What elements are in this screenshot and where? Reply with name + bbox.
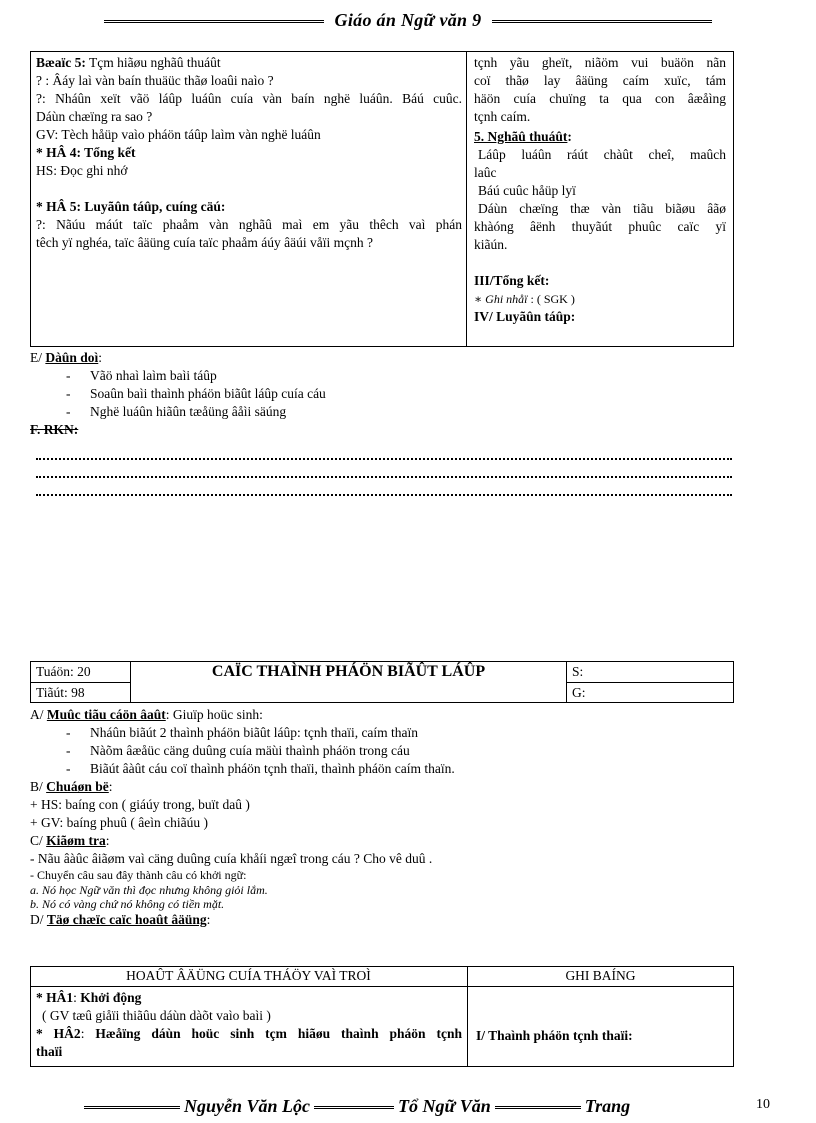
right-line-3: häön cuía chuïng ta qua con âæåìng [474,91,726,106]
check-question-1: - Nãu âàûc âiãøm vaì cäng duûng cuía khåíi ngæî trong cáu ? Cho vê duû . [30,851,433,866]
question-2-cont: Dáùn chæïng ra sao ? [36,109,153,124]
bullet-star-icon: ∗ [474,292,483,306]
tiet-value: 98 [71,685,85,700]
ghi-nho-label: Ghi nhåï [482,292,528,306]
header-title: Giáo án Ngữ văn 9 [334,10,482,30]
section-d-colon: : [206,912,211,927]
footer-rule-2 [314,1106,394,1109]
activity-2-colon: : [80,1026,96,1041]
activity-1-note: ( GV tæû giåïi thiãûu dáùn dàõt vaìo baìi ) [42,1008,271,1023]
right-line-10: khàóng âënh thuyãút phuûc caïc yï [474,219,726,234]
right-line-8: Báú cuûc håüp lyï [478,183,576,198]
section-c-prefix: C/ [30,833,47,848]
activity-col-header: HOAÛT ÂÄÜNG CUÍA THÁÖY VAÌ TROÌ [126,968,371,983]
activity-cell [36,989,462,1061]
section-e [30,349,734,439]
section-e-item: - Vãö nhaì laìm baìi táûp [30,367,734,385]
header-rule-left [104,20,324,23]
tuan-value: 20 [77,664,91,679]
hs-read-note: HS: Đọc ghi nhớ [36,163,128,178]
activity-1-title: Khởi động [80,990,142,1005]
section-e-label: Dàûn doì [45,350,99,365]
objective-item: - Nàõm âæåüc cäng duûng cuía mäùi thaình pháön trong cáu [30,742,734,760]
tuan-cell [36,663,91,681]
check-question-2: - Chuyển câu sau đây thành câu có khởi ngữ: [30,868,247,882]
section-e-item: - Nghë luáûn hiãûn tæåüng âåìi säúng [30,403,734,421]
page-header [0,10,816,31]
prep-hs: + HS: baíng con ( giáúy trong, buït daû ) [30,797,250,812]
tiet-cell [36,684,85,702]
footer-rule-1 [84,1106,180,1109]
right-line-1: tçnh yãu gheït, niãöm vui buäön nãn [474,55,726,70]
right-line-11: kiãún. [474,237,508,252]
footer-author: Nguyễn Văn Lộc [184,1096,310,1116]
question-1: ? : Âáy laì vàn baín thuäüc thãø loaûi naìo ? [36,73,274,88]
question-2: ?: Nháûn xeït vãö láûp luáûn cuía vàn baín nghë luáûn. Báú cuûc. [36,91,462,106]
section-c-colon: : [105,833,110,848]
tuan-label: Tuáön: [36,664,74,679]
footer-page-label: Trang [584,1096,631,1116]
activity-table-header-line [30,986,734,987]
example-b: b. Nó có vàng chứ nó không có tiền mặt. [30,897,225,911]
section-e-item: - Soaûn baìi thaình pháön biãût láûp cuía cáu [30,385,734,403]
activity-5-label: * HÂ 5: Luyãûn táûp, cuíng cäú: [36,199,226,214]
header-rule-right [492,20,712,23]
lesson-body [30,706,734,929]
s-label: S: [572,664,584,679]
example-a: a. Nó học Ngữ văn thì đọc nhưng không giỏi lắm. [30,883,268,897]
right-line-2: coï thãø lay âäüng caím xuïc, tám [474,73,726,88]
activity-1-colon: : [73,990,81,1005]
top-table-divider [466,51,467,347]
gv-note: GV: Tèch håüp vaìo pháön táûp laìm vàn nghë luáûn [36,127,321,142]
lesson-table-hline-left [30,682,130,683]
dotted-line-3 [36,478,732,496]
activity-4-label: * HÂ 4: [36,145,81,160]
right-line-4: tçnh caím. [474,109,531,124]
page-footer [80,1096,800,1117]
section-e-prefix: E/ [30,350,46,365]
g-label: G: [572,685,586,700]
section-d-label: Täø chæïc caïc hoaût âäüng [46,912,207,927]
activity-4-title: Tổng kết [81,145,136,160]
dotted-line-2 [36,460,732,478]
objective-item: - Nháûn biãút 2 thaình pháön biãût láûp: tçnh thaïi, caím thaïn [30,724,734,742]
activity-2-title: Hæåïng dáùn hoüc sinh tçm hiãøu thaình pháön tçnh [95,1026,462,1041]
footer-rule-3 [495,1106,581,1109]
activity-1-label: * HÂ1 [36,990,74,1005]
section-a-rest: : Giuïp hoüc sinh: [165,707,263,722]
section-a-prefix: A/ [30,707,47,722]
section-f-label: F. RKN: [30,422,79,437]
step-5-text: Tçm hiãøu nghãû thuáût [85,55,221,70]
objective-item: - Biãút âàût cáu coï thaình pháön tçnh thaïi, thaình pháön caím thaïn. [30,760,734,778]
top-table-left-cell [36,54,462,252]
lesson-title: CAÏC THAÌNH PHÁÖN BIÃÛT LÁÛP [211,663,486,680]
board-col-header: GHI BAÍNG [565,968,636,983]
footer-group: Tổ Ngữ Văn [398,1096,491,1116]
question-3-cont: têch yï nghéa, taïc âäüng cuía taïc phaåm áúy âäúi våïi mçnh ? [36,235,373,250]
prep-gv: + GV: baíng phuû ( âeìn chiãúu ) [30,815,208,830]
question-3: ?: Nãúu máút taïc phaåm vàn nghãû maì em yãu thêch vaì phán [36,217,462,232]
right-line-9: Dáùn chæïng thæ vàn tiãu biãøu âãø [478,201,726,216]
top-table-right-cell [474,54,726,326]
ghi-nho-ref: : ( SGK ) [527,292,575,306]
step-5-label: Bæaïc 5: [36,55,86,70]
section-b-prefix: B/ [30,779,47,794]
section-e-colon: : [98,350,103,365]
activity-2-title-cont: thaïi [36,1044,63,1059]
page-number: 10 [756,1097,770,1112]
section-c-label: Kiãøm tra [46,833,106,848]
art-heading: 5. Nghãû thuáût [474,129,568,144]
tiet-label: Tiãút: [36,685,68,700]
board-entry-modal: I/ Thaình pháön tçnh thaïi: [476,1028,633,1043]
practice-heading: IV/ Luyãûn táûp: [474,309,576,324]
right-line-7: laûc [474,165,497,180]
section-d-prefix: D/ [30,912,47,927]
dotted-line-1 [36,442,732,460]
summary-heading: III/Tổng kết: [474,273,550,288]
art-heading-colon: : [567,129,572,144]
activity-2-label: * HÂ2 [36,1026,81,1041]
right-line-6: Láûp luáûn ráút chàût cheî, maûch [478,147,726,162]
section-a-label: Muûc tiãu cáön âaût [46,707,166,722]
section-b-label: Chuáøn bë [46,779,109,794]
section-b-colon: : [108,779,113,794]
lesson-table-hline-right [566,682,734,683]
